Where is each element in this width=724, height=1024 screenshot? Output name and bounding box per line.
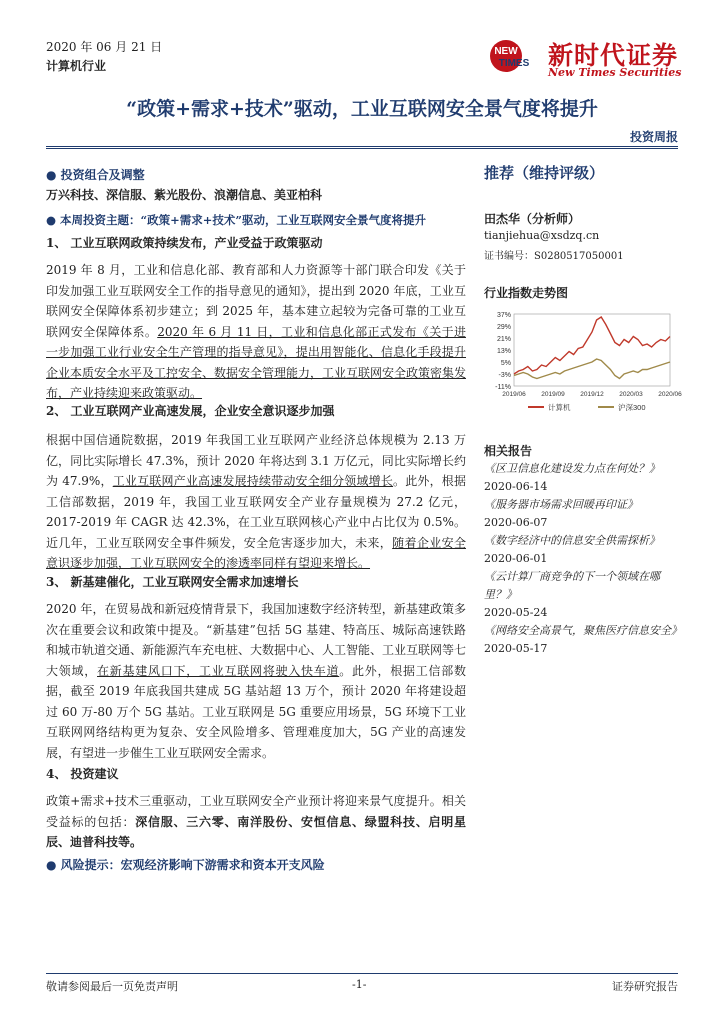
report-date: 2020 年 06 月 21 日 [46,40,163,54]
footer-disclaimer: 敬请参阅最后一页免责声明 [46,980,178,993]
chart-xtick-label: 2019/09 [541,391,565,398]
report-type: 投资周报 [629,130,678,144]
chart-ytick-label: 29% [496,324,511,331]
header-divider [46,146,678,147]
chart-ytick-label: -11% [495,384,511,391]
company-logo [486,38,542,76]
section-4-text-b: 深信服、三六零、南洋股份、安恒信息、绿盟科技、启明星辰、迪普科技等。 [46,814,466,849]
related-report-date: 2020-05-17 [484,642,548,655]
section-2-text-a: 根据中国信通院数据，2019 年我国工业互联网产业经济总体规模为 2.13 万亿，同比实际增长 47.3%，预计 2020 年将达到 3.1 万亿元，同比实际增长约为 47.9%， [46,433,466,488]
section-2-text-c: 。此外，根据工信部数据，2019 年，我国工业互联网安全产业存量规模为 27.2 亿元，2017-2019 年 CAGR 达 42.3%，在工业互联网核心产业中占比仅为 0.5%。近几年，工业互联网安全事件频发，安全危害逐步加大，未来， [46,474,466,550]
svg-text:NEW: NEW [494,46,518,57]
related-report-title[interactable]: 《区卫信息化建设发力点在何处？》 [484,462,660,475]
related-report-date: 2020-05-24 [484,606,548,619]
section-2-text [46,430,466,574]
related-report-item[interactable] [484,532,678,568]
logo-mark-icon [486,38,542,76]
related-report-title[interactable]: 《网络安全高景气，聚焦医疗信息安全》 [484,624,682,637]
industry-label: 计算机行业 [46,59,107,73]
section-4-text [46,791,466,853]
related-reports-title: 相关报告 [484,444,533,458]
footer-divider [46,973,678,974]
section-4-text-a: 政策+需求+技术三重驱动，工业互联网安全产业预计将迎来景气度提升。相关受益标的包括： [46,794,466,829]
section-3-text [46,599,466,763]
section-4-heading: 4、 投资建议 [46,767,119,781]
page-title: “政策+需求+技术”驱动，工业互联网安全景气度将提升 [126,98,598,120]
analyst-email: tianjiehua@xsdzq.cn [484,229,600,242]
related-report-title[interactable]: 《云计算厂商竞争的下一个领域在哪里？》 [484,570,660,601]
index-chart-svg [484,306,682,422]
page-number: -1- [352,978,367,991]
chart-xtick-label: 2020/03 [619,391,643,398]
related-report-item[interactable] [484,622,682,658]
section-3-text-a: 2020 年，在贸易战和新冠疫情背景下，我国加速数字经济转型，新基建政策多次在重要会议和政策中提及。“新基建”包括 5G 基建、特高压、城际高速铁路和城市轨道交通、新能源汽车充电桩、大数据中心、人工智能、工业互联网等七大领域， [46,602,467,678]
chart-xtick-label: 2019/06 [502,391,526,398]
related-report-date: 2020-06-14 [484,480,548,493]
related-reports-list [484,460,682,658]
related-report-date: 2020-06-07 [484,516,548,529]
rating: 推荐（维持评级） [484,164,605,182]
related-report-item[interactable] [484,496,678,532]
portfolio-stocks: 万兴科技、深信服、紫光股份、浪潮信息、美亚柏科 [46,188,323,202]
chart-series-line [514,317,670,374]
chart-legend-label: 计算机 [548,403,571,412]
chart-xtick-label: 2020/06 [658,391,682,398]
section-2-text-d: 随着企业安全意识逐步加强，工业互联网安全的渗透率同样有望迎来增长。 [46,535,466,570]
section-3-text-b: 在新基建风口下，工业互联网将驶入快车道 [97,663,340,678]
related-report-title[interactable]: 《数字经济中的信息安全供需探析》 [484,534,660,547]
related-report-item[interactable] [484,568,678,622]
index-chart [484,306,682,422]
chart-xtick-label: 2019/12 [580,391,604,398]
chart-ytick-label: 37% [496,312,511,319]
analyst-name: 田杰华（分析师） [484,212,581,226]
section-1-text-a: 2019 年 8 月，工业和信息化部、教育部和人力资源等十部门联合印发《关于印发加强工业互联网安全工作的指导意见的通知》，提出到 2020 年底，工业互联网安全保障体系初步建立；到 2025 年，基本建立起较为完备可靠的工业互联网安全保障体系。 [46,263,466,339]
section-3-text-c: 。此外，根据工信部数据，截至 2019 年底我国共建成 5G 基站超 13 万个，预计 2020 年将建设超过 60 万-80 万个 5G 基站。工业互联网是 5G 重要应用场景，5G 环境下工业互联网网络结构更为复杂、安全风险增多、管理难度加大，5G 产业的高速发展，有望进一步催生工业互联网安全需求。 [46,663,466,760]
theme-heading: ● 本周投资主题：“政策+需求+技术”驱动，工业互联网安全景气度将提升 [46,213,427,227]
risk-warning: ● 风险提示：宏观经济影响下游需求和资本开支风险 [46,858,325,872]
logo-text-cn: 新时代证券 [548,41,679,70]
section-3-heading: 3、 新基建催化，工业互联网安全需求加速增长 [46,575,299,589]
portfolio-heading: ● 投资组合及调整 [46,168,145,182]
section-1-heading: 1、 工业互联网政策持续发布，产业受益于政策驱动 [46,236,323,250]
related-report-title[interactable]: 《服务器市场需求回暖再印证》 [484,498,638,511]
related-report-item[interactable] [484,460,678,496]
chart-title: 行业指数走势图 [484,286,569,300]
chart-ytick-label: 5% [500,360,511,367]
analyst-cert: 证书编号：S0280517050001 [484,251,624,262]
chart-ytick-label: -3% [498,372,511,379]
header-divider-thin [46,148,678,149]
svg-text:TIMES: TIMES [498,58,530,69]
footer-report-label: 证券研究报告 [612,980,678,993]
chart-ytick-label: 21% [496,336,511,343]
logo-text-en: New Times Securities [548,66,682,79]
section-1-text-b: 2020 年 6 月 11 日，工业和信息化部正式发布《关于进一步加强工业行业安全生产管理的指导意见》，提出用智能化、信息化手段提升企业本质安全水平及工控安全、数据安全管理能力，工业互联网安全政策密集发布，产业持续迎来政策驱动。 [46,324,467,400]
chart-legend-label: 沪深300 [618,403,646,412]
chart-ytick-label: 13% [496,348,511,355]
chart-plot-frame [514,314,670,386]
section-2-text-b: 工业互联网产业高速发展持续带动安全细分领域增长 [112,474,394,488]
related-report-date: 2020-06-01 [484,552,548,565]
section-2-heading: 2、 工业互联网产业高速发展，企业安全意识逐步加强 [46,404,335,418]
section-1-text [46,260,466,404]
